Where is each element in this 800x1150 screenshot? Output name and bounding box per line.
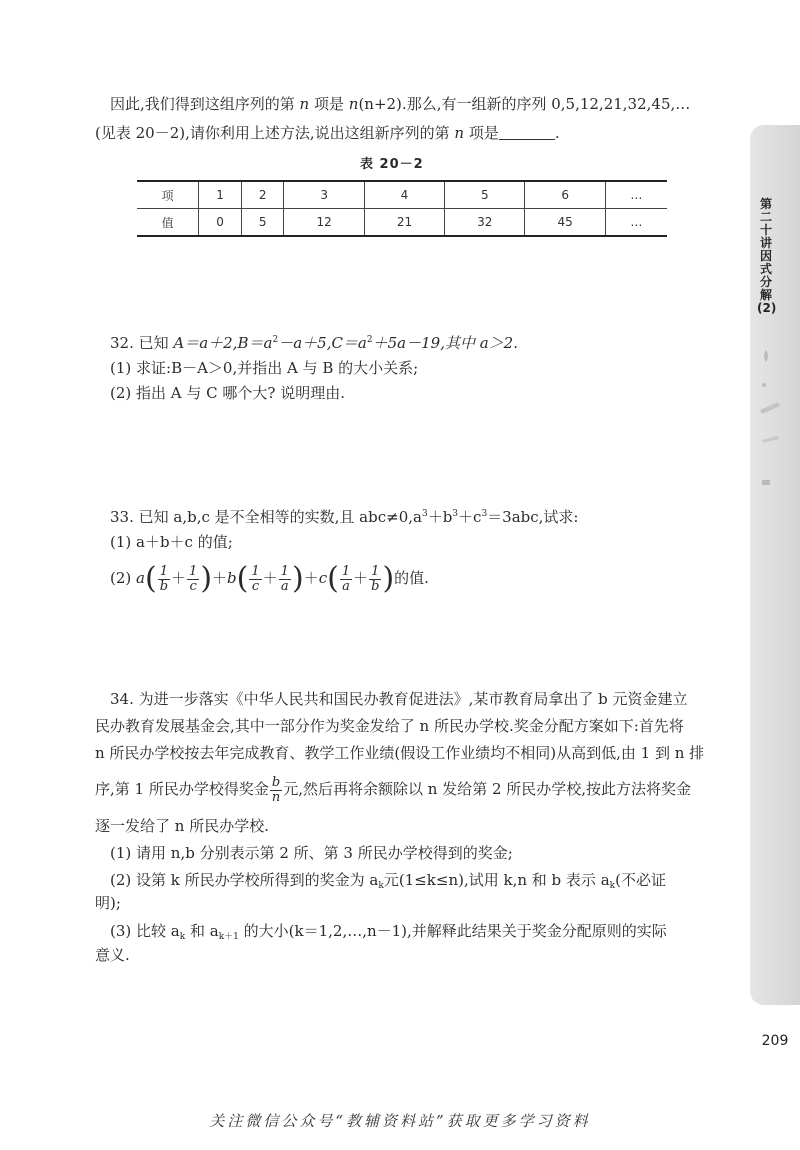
q32-part-2: (2) 指出 A 与 C 哪个大? 说明理由. bbox=[110, 384, 345, 402]
denominator: a bbox=[342, 578, 350, 594]
subscript: k bbox=[609, 881, 616, 891]
table-row bbox=[137, 209, 667, 237]
intro-text: . bbox=[554, 124, 560, 142]
table-cell: 45 bbox=[525, 209, 605, 237]
table-cell: 5 bbox=[241, 209, 284, 237]
table-cell: 3 bbox=[284, 181, 364, 209]
q32-part-1: (1) 求证:B－A＞0,并指出 A 与 B 的大小关系; bbox=[110, 359, 419, 377]
fraction bbox=[249, 565, 261, 594]
intro-text: 项是 bbox=[464, 124, 499, 142]
q33-text: ＋b bbox=[427, 508, 453, 526]
denominator: a bbox=[280, 578, 289, 594]
var-b: b bbox=[227, 569, 237, 587]
q32-expr: －a＋5,C＝a bbox=[278, 334, 367, 352]
plus: ＋ bbox=[212, 569, 228, 587]
q34-line-5: 逐一发给了 n 所民办学校. bbox=[95, 817, 269, 835]
fraction-b-over-n bbox=[270, 776, 282, 805]
q34-text: (不必证 bbox=[615, 871, 666, 889]
var-a: a bbox=[136, 569, 145, 587]
pencil-decoration-icon bbox=[756, 340, 786, 500]
table-cell: … bbox=[605, 209, 667, 237]
intro-text: .那么,有一组新的序列 0,5,12,21,32,45,… bbox=[401, 95, 691, 113]
q34-part-3 bbox=[110, 920, 667, 942]
q33-text: 33. 已知 a,b,c 是不全相等的实数,且 abc≠0,a bbox=[110, 508, 422, 526]
q32-text: 32. 已知 bbox=[110, 334, 174, 352]
q34-text: (3) 比较 a bbox=[110, 922, 180, 940]
chapter-label: 第二十讲 因式分解(2) bbox=[757, 197, 777, 315]
table-cell: 12 bbox=[284, 209, 364, 237]
intro-text: 因此,我们得到这组序列的第 bbox=[110, 95, 300, 113]
q34-part-2 bbox=[110, 869, 666, 891]
intro-var-n: n bbox=[454, 124, 465, 142]
q34-line-4 bbox=[95, 772, 691, 806]
exponent: 3 bbox=[452, 509, 459, 519]
fraction bbox=[369, 565, 381, 594]
q33-text: ＝3abc,试求: bbox=[487, 508, 579, 526]
fraction bbox=[340, 565, 352, 594]
left-paren: ( bbox=[236, 561, 249, 596]
q33-text: ＋c bbox=[458, 508, 482, 526]
table-cell: 21 bbox=[364, 209, 444, 237]
left-paren: ( bbox=[327, 561, 339, 596]
exponent: 3 bbox=[421, 509, 428, 519]
subscript: k bbox=[179, 932, 186, 942]
right-paren: ) bbox=[382, 561, 395, 596]
table-cell: 1 bbox=[199, 181, 242, 209]
fraction bbox=[279, 565, 291, 594]
left-paren: ( bbox=[144, 561, 157, 596]
q33-text: 的值. bbox=[394, 569, 429, 587]
table-cell: 4 bbox=[364, 181, 444, 209]
denominator: b bbox=[159, 578, 169, 594]
plus: ＋ bbox=[303, 569, 319, 587]
numerator: b bbox=[270, 776, 282, 791]
q34-line-3: n 所民办学校按去年完成教育、教学工作业绩(假设工作业绩均不相同)从高到低,由 1 到 n 排 bbox=[95, 744, 705, 762]
table-cell: 2 bbox=[241, 181, 284, 209]
table-cell: 6 bbox=[525, 181, 605, 209]
plus: ＋ bbox=[353, 569, 369, 587]
plus: ＋ bbox=[171, 569, 187, 587]
q32-expr: ＋5a－19,其中 a＞2. bbox=[372, 334, 518, 352]
plus: ＋ bbox=[262, 569, 278, 587]
q34-text: 序,第 1 所民办学校得奖金 bbox=[95, 780, 269, 798]
q33-stem bbox=[110, 506, 578, 528]
intro-text: 项是 bbox=[309, 95, 349, 113]
q34-part-2-cont: 明); bbox=[95, 894, 121, 912]
table-caption: 表 20－2 bbox=[360, 157, 424, 172]
q33-part-2 bbox=[110, 558, 429, 598]
q34-line-1: 34. 为进一步落实《中华人民共和国民办教育促进法》,某市教育局拿出了 b 元资金建立 bbox=[110, 690, 688, 708]
var-c: c bbox=[318, 569, 328, 587]
numerator: 1 bbox=[341, 563, 351, 579]
sequence-table bbox=[137, 180, 667, 237]
numerator: 1 bbox=[369, 565, 381, 580]
formula-rest: (n+2) bbox=[358, 95, 402, 113]
q32-stem bbox=[110, 332, 518, 354]
intro-text: (见表 20－2),请你利用上述方法,说出这组新序列的第 bbox=[95, 124, 455, 142]
table-cell: … bbox=[605, 181, 667, 209]
right-paren: ) bbox=[200, 561, 213, 596]
q34-line-2: 民办教育发展基金会,其中一部分作为奖金发给了 n 所民办学校.奖金分配方案如下:首先将 bbox=[95, 717, 684, 735]
q32-expr: A＝a＋2,B＝a bbox=[173, 334, 273, 352]
q34-part-1: (1) 请用 n,b 分别表示第 2 所、第 3 所民办学校得到的奖金; bbox=[110, 844, 513, 862]
intro-var-n: n bbox=[299, 95, 310, 113]
subscript: k bbox=[378, 881, 384, 891]
table-cell: 0 bbox=[199, 209, 242, 237]
denominator: c bbox=[251, 578, 260, 594]
denominator: b bbox=[371, 578, 380, 594]
q33-part-1: (1) a＋b＋c 的值; bbox=[110, 533, 233, 551]
exponent: 3 bbox=[481, 509, 488, 519]
numerator: 1 bbox=[158, 565, 170, 580]
table-cell: 32 bbox=[445, 209, 525, 237]
right-paren: ) bbox=[291, 561, 304, 596]
footer-note: 关注微信公众号“教辅资料站”获取更多学习资料 bbox=[209, 1112, 591, 1130]
exponent: 2 bbox=[272, 335, 279, 345]
q34-text: 元(1≤k≤n),试用 k,n 和 b 表示 a bbox=[383, 871, 610, 889]
subscript: k＋1 bbox=[218, 932, 239, 942]
table-row bbox=[137, 181, 667, 209]
intro-line-1 bbox=[110, 93, 690, 115]
fraction bbox=[158, 565, 170, 594]
denominator: n bbox=[271, 789, 281, 805]
page-number: 209 bbox=[761, 1033, 789, 1049]
q34-text: 和 a bbox=[185, 922, 219, 940]
formula-n: n bbox=[348, 95, 359, 113]
answer-blank[interactable] bbox=[499, 124, 555, 140]
q34-text: 元,然后再将余额除以 n 发给第 2 所民办学校,按此方法将奖金 bbox=[283, 780, 692, 798]
q34-text: 的大小(k＝1,2,…,n－1),并解释此结果关于奖金分配原则的实际 bbox=[238, 922, 667, 940]
table-cell: 5 bbox=[445, 181, 525, 209]
numerator: 1 bbox=[280, 563, 289, 579]
exponent: 2 bbox=[366, 335, 373, 345]
q34-part-3-cont: 意义. bbox=[95, 946, 130, 964]
row-label: 项 bbox=[137, 181, 199, 209]
intro-line-2 bbox=[95, 122, 560, 144]
denominator: c bbox=[189, 578, 197, 594]
fraction bbox=[187, 565, 199, 594]
numerator: 1 bbox=[189, 563, 198, 579]
q33-text: (2) bbox=[110, 569, 137, 587]
numerator: 1 bbox=[251, 563, 260, 579]
row-label: 值 bbox=[137, 209, 199, 237]
q34-text: (2) 设第 k 所民办学校所得到的奖金为 a bbox=[110, 871, 379, 889]
